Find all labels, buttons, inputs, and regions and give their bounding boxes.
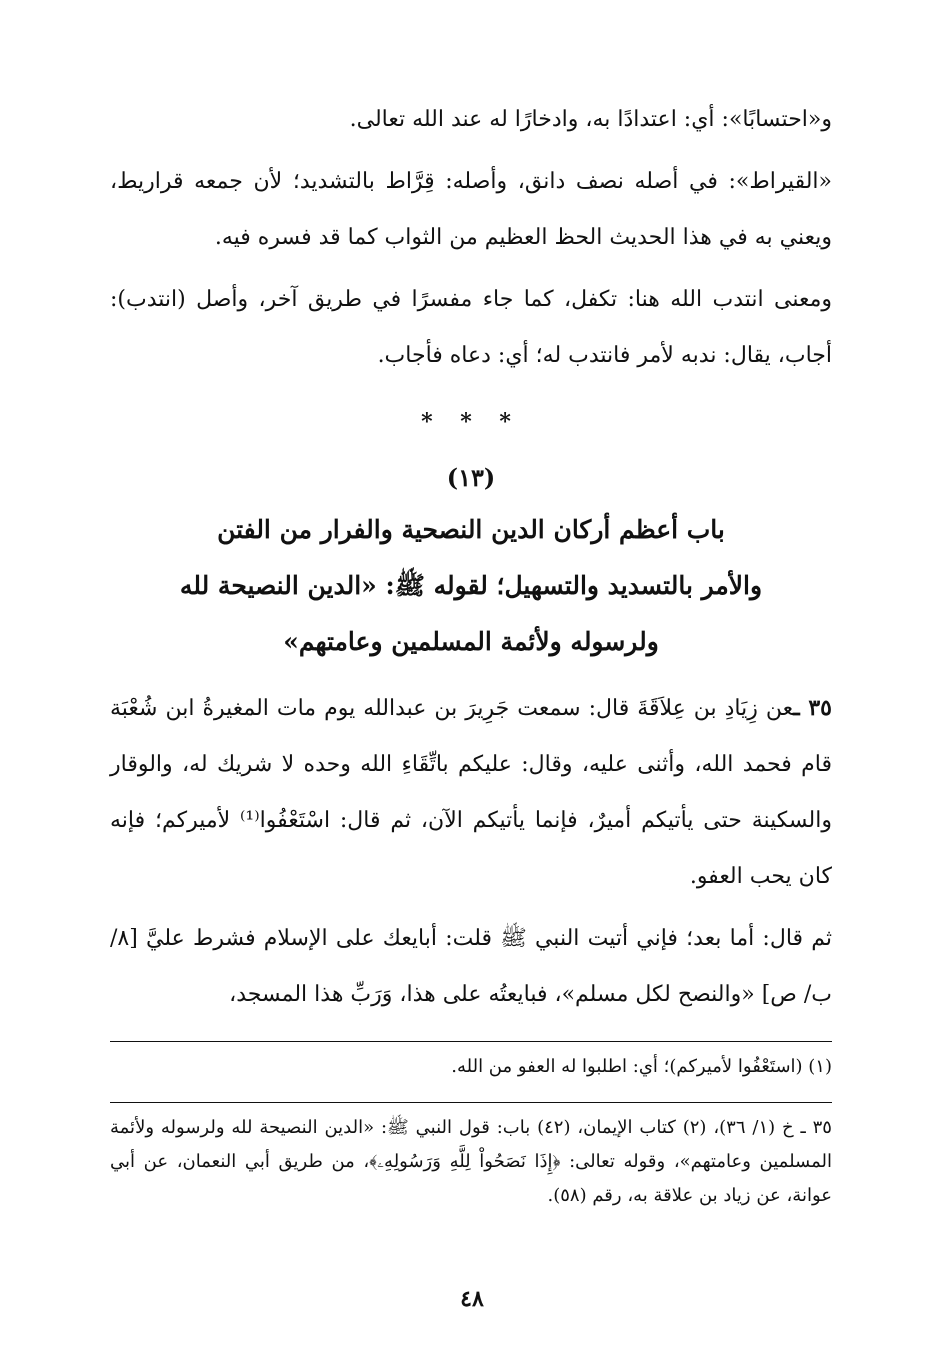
hadith-continuation: ثم قال: أما بعد؛ فإني أتيت النبي ﷺ قلت: أبايعك على الإسلام فشرط عليَّ [٨/ ب/ ص] «والنصح لكل مسلم»، فبايعتُه على هذا، وَرَبِّ هذا المسجد،	[110, 926, 832, 1007]
paragraph-ihtisab: و«احتسابًا»: أي: اعتدادًا به، وادخارًا له عند الله تعالى.	[349, 107, 832, 132]
footnote: (١) (استَعْفُوا لأميركم)؛ أي: اطلبوا له العفو من الله.	[451, 1056, 832, 1077]
reference-divider	[110, 1102, 832, 1103]
chapter-number: (١٣)	[446, 463, 496, 492]
page-number: ٤٨	[460, 1286, 484, 1312]
paragraph-intadab: ومعنى انتدب الله هنا: تكفل، كما جاء مفسرًا في طريق آخر، وأصل (انتدب): أجاب، يقال: ندبه لأمر فانتدب له؛ أي: دعاه فأجاب.	[110, 287, 832, 368]
footnote-divider	[110, 1041, 832, 1042]
chapter-title-line: باب أعظم أركان الدين النصحية والفرار من الفتن	[217, 515, 725, 544]
page-body	[110, 92, 832, 1213]
hadith-text: عن زِيَادِ بن عِلاَقَةَ قال: سمعت جَرِيرَ بن عبدالله يوم مات المغيرةُ ابن شُعْبَة قام فحمد الله، وأثنى عليه، وقال: عليكم باتِّقَاءِ الله وحده لا شريك له، والوقار والسكينة حتى يأتيكم أميرٌ، فإنما يأتيكم الآن، ثم قال: اسْتَعْفُوا⁽¹⁾ لأميركم؛ فإنه كان يحب العفو.	[110, 696, 832, 889]
section-separator: * * *	[421, 409, 521, 435]
source-reference: ٣٥ ـ خ (١/ ٣٦)، (٢) كتاب الإيمان، (٤٢) باب: قول النبي ﷺ: «الدين النصيحة لله ولرسوله ولأئمة المسلمين وعامتهم»، وقوله تعالى: ﴿إِذَا نَصَحُواْ لِلَّهِ وَرَسُولِهِۦ﴾، من طريق أبي النعمان، عن أبي عوانة، عن زياد بن علاقة به، رقم (٥٨).	[110, 1117, 832, 1206]
chapter-title	[110, 502, 832, 670]
paragraph-qirat: «القيراط»: في أصله نصف دانق، وأصله: قِرَّاط بالتشديد؛ لأن جمعه قراريط، ويعني به في هذا الحديث الحظ العظيم من الثواب كما قد فسره فيه.	[110, 169, 832, 250]
chapter-title-line: والأمر بالتسديد والتسهيل؛ لقوله ﷺ: «الدين النصيحة لله	[179, 571, 763, 600]
chapter-title-line: ولرسوله ولأئمة المسلمين وعامتهم»	[283, 627, 659, 656]
hadith-paragraph	[110, 680, 832, 905]
hadith-number: ٣٥ ـ	[793, 695, 832, 721]
